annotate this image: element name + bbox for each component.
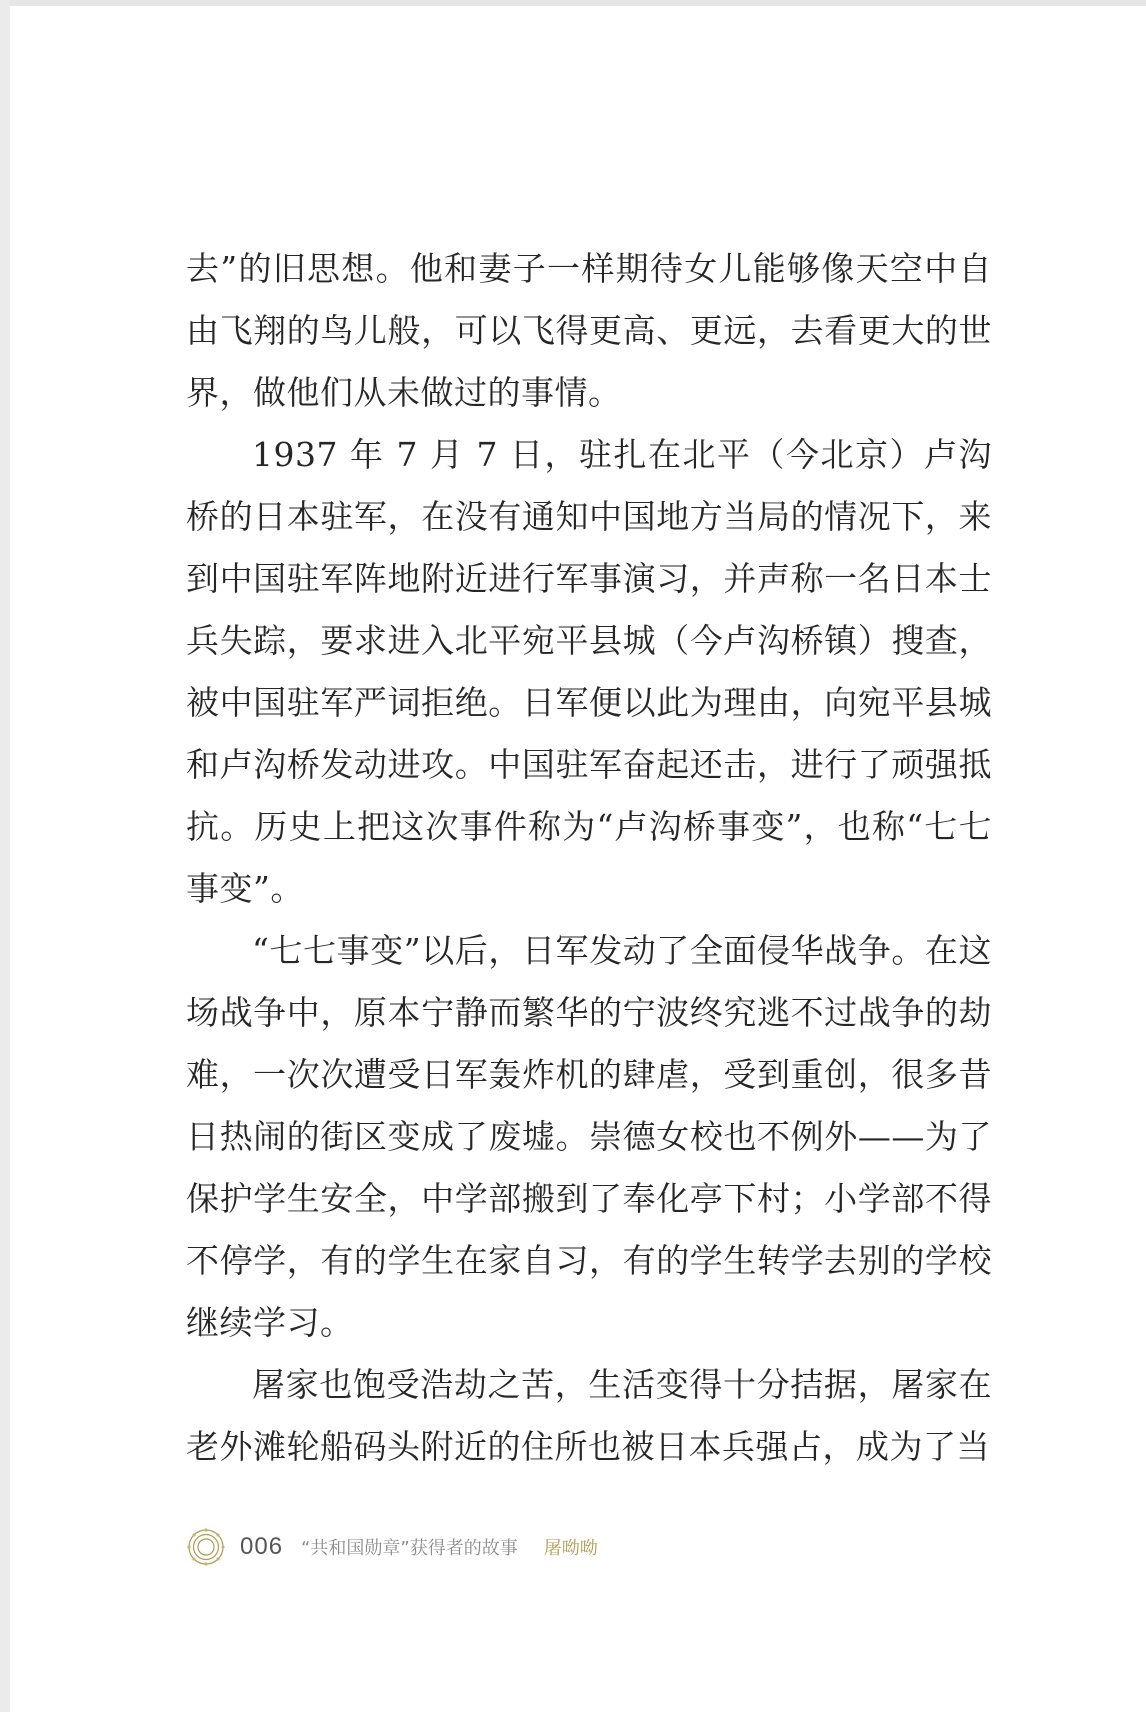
running-book-title: “共和国勋章”获得者的故事 [301, 1538, 518, 1559]
page-body [186, 238, 992, 1478]
running-author-name: 屠呦呦 [543, 1538, 598, 1559]
paragraph-4: 屠家也饱受浩劫之苦，生活变得十分拮据，屠家在老外滩轮船码头附近的住所也被日本兵强占，成为了当 [186, 1365, 992, 1466]
paragraph-1: 去”的旧思想。他和妻子一样期待女儿能够像天空中自由飞翔的鸟儿般，可以飞得更高、更远，去看更大的世界，做他们从未做过的事情。 [186, 249, 992, 412]
medal-emblem-icon [186, 1527, 226, 1567]
page-left-edge [0, 0, 10, 1712]
page-footer [186, 1527, 598, 1567]
paragraph-3: “七七事变”以后，日军发动了全面侵华战争。在这场战争中，原本宁静而繁华的宁波终究逃不过战争的劫难，一次次遭受日军轰炸机的肆虐，受到重创，很多昔日热闹的街区变成了废墟。崇德女校也不例外——为了保护学生安全，中学部搬到了奉化亭下村；小学部不得不停学，有的学生在家自习，有的学生转学去别的学校继续学习。 [186, 931, 992, 1342]
page-number: 006 [240, 1533, 284, 1560]
paragraph-2: 1937 年 7 月 7 日，驻扎在北平（今北京）卢沟桥的日本驻军，在没有通知中国地方当局的情况下，来到中国驻军阵地附近进行军事演习，并声称一名日本士兵失踪，要求进入北平宛平县城（今卢沟桥镇）搜查，被中国驻军严词拒绝。日军便以此为理由，向宛平县城和卢沟桥发动进攻。中国驻军奋起还击，进行了顽强抵抗。历史上把这次事件称为“卢沟桥事变”，也称“七七事变”。 [186, 435, 992, 908]
page-top-edge [0, 0, 1146, 6]
